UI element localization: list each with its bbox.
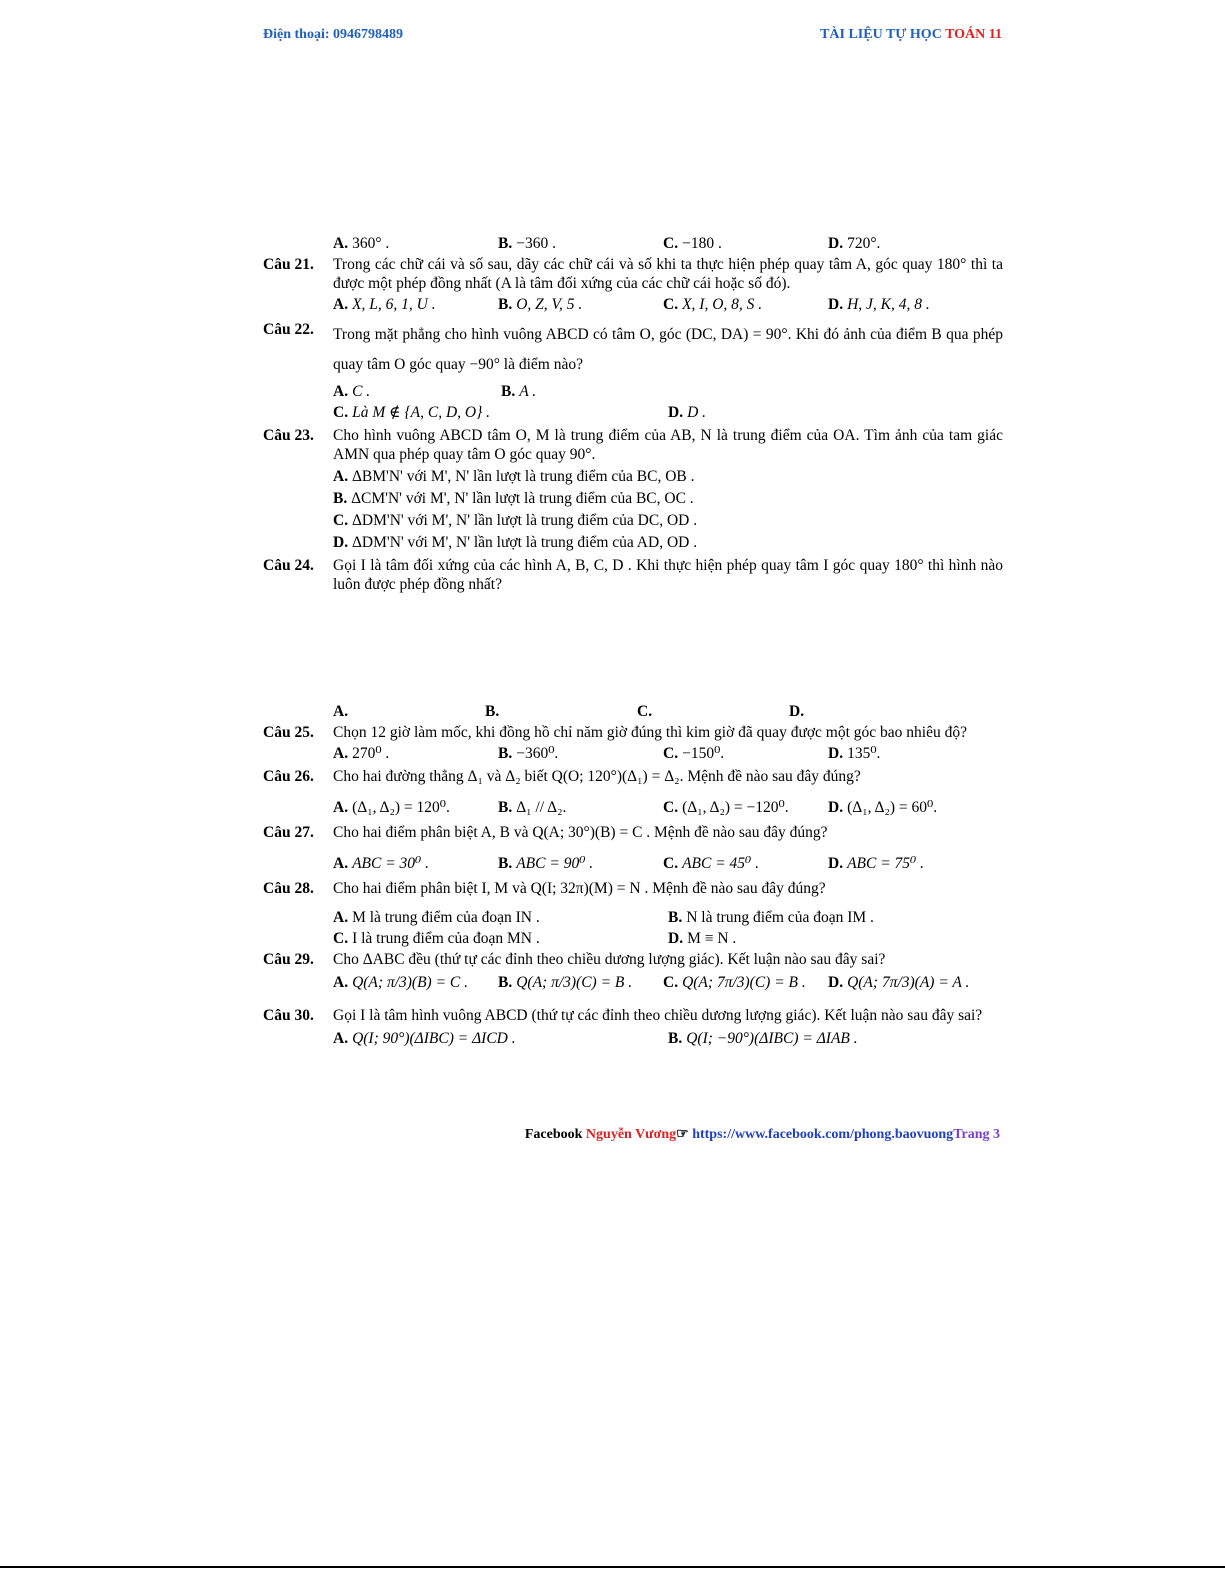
option-c: C. Là M ∉ {A, C, D, O} .: [333, 404, 491, 421]
footer-page-number: Trang 3: [953, 1127, 1000, 1142]
option-b: B. −360 .: [498, 235, 556, 252]
q29-options: [263, 973, 1003, 992]
option-a: A. C .: [333, 383, 371, 400]
question-28: Câu 28. Cho hai điểm phân biệt I, M và Q(I; 32π)(M) = N . Mệnh đề nào sau đây đúng?: [263, 880, 826, 897]
option-d: D. M ≡ N .: [668, 930, 737, 947]
option-b: B. A .: [501, 383, 537, 400]
option-b: B. Δ₁ // Δ₂.: [498, 799, 567, 816]
header-title-highlight: TOÁN 11: [945, 27, 1002, 42]
question-23: Câu 23. Cho hình vuông ABCD tâm O, M là trung điểm của AB, N là trung điểm của OA. Tìm ảnh của tam giác AMN qua phép quay tâm O góc quay 90°.: [263, 427, 1003, 463]
question-29: Câu 29. Cho ΔABC đều (thứ tự các đỉnh theo chiều dương lượng giác). Kết luận nào sau đây sai?: [263, 951, 886, 968]
option-b: B. Q(A; π/3)(C) = B .: [498, 974, 633, 991]
q20-options: [263, 234, 1003, 253]
option-d: D. 720°.: [828, 235, 881, 252]
option-d: D.: [789, 703, 805, 720]
option-a: A. Q(A; π/3)(B) = C .: [333, 974, 469, 991]
option-a: A. (Δ₁, Δ₂) = 120⁰.: [333, 799, 450, 816]
option-a: A. X, L, 6, 1, U .: [333, 296, 436, 313]
header-title: [820, 27, 1002, 43]
footer-author-name: Nguyễn Vương: [585, 1127, 677, 1142]
q28-options-row2: [263, 929, 1003, 948]
option-d: D. (Δ₁, Δ₂) = 60⁰.: [828, 799, 938, 816]
option-a: A. 360° .: [333, 235, 390, 252]
question-25: Câu 25. Chọn 12 giờ làm mốc, khi đồng hồ chỉ năm giờ đúng thì kim giờ đã quay được một góc bao nhiêu độ?: [263, 724, 967, 741]
q22-options-row2: [263, 403, 1003, 422]
question-30: Câu 30. Gọi I là tâm hình vuông ABCD (thứ tự các đỉnh theo chiều dương lượng giác). Kết luận nào sau đây sai?: [263, 1007, 983, 1024]
question-24: Câu 24. Gọi I là tâm đối xứng của các hình A, B, C, D . Khi thực hiện phép quay tâm I góc quay 180° thì hình nào luôn được phép đồng nhất?: [263, 557, 1003, 593]
q30-options: [263, 1029, 1003, 1048]
q24-options: [263, 702, 1003, 721]
q25-options: [263, 744, 1003, 763]
q26-options: [263, 798, 1003, 817]
option-b: B. Q(I; −90°)(ΔIBC) = ΔIAB .: [668, 1030, 858, 1047]
bottom-divider: [0, 1566, 1225, 1568]
q23-option-d: D. ΔDM'N' với M', N' lần lượt là trung điểm của AD, OD .: [333, 534, 698, 551]
option-a: A. ABC = 30⁰ .: [333, 855, 430, 872]
q23-option-a: A. ΔBM'N' với M', N' lần lượt là trung điểm của BC, OB .: [333, 468, 695, 485]
option-c: C. Q(A; 7π/3)(C) = B .: [663, 974, 806, 991]
question-list: [263, 232, 1003, 1050]
option-a: A. M là trung điểm của đoạn IN .: [333, 909, 540, 926]
page-footer: [0, 1126, 1000, 1143]
footer-facebook-label: Facebook: [524, 1127, 586, 1142]
header-title-prefix: TÀI LIỆU TỰ HỌC: [820, 27, 946, 42]
option-d: D. ABC = 75⁰ .: [828, 855, 925, 872]
option-c: C.: [637, 703, 653, 720]
question-27: Câu 27. Cho hai điểm phân biệt A, B và Q(A; 30°)(B) = C . Mệnh đề nào sau đây đúng?: [263, 824, 828, 841]
q22-options-row1: [263, 382, 1003, 401]
q21-options: [263, 295, 1003, 314]
option-c: C. −180 .: [663, 235, 722, 252]
option-b: B. ABC = 90⁰ .: [498, 855, 594, 872]
question-21: Câu 21. Trong các chữ cái và số sau, dãy các chữ cái và số khi ta thực hiện phép quay tâm A, góc quay 180° thì ta được một phép đồng nhất (A là tâm đối xứng của các chữ cái hoặc số đó).: [263, 256, 1003, 292]
q23-option-c: C. ΔDM'N' với M', N' lần lượt là trung điểm của DC, OD .: [333, 512, 698, 529]
option-c: C. −150⁰.: [663, 745, 725, 762]
option-c: C. X, I, O, 8, S .: [663, 296, 763, 313]
q23-option-b: B. ΔCM'N' với M', N' lần lượt là trung điểm của BC, OC .: [333, 490, 694, 507]
option-d: D. Q(A; 7π/3)(A) = A .: [828, 974, 970, 991]
q27-options: [263, 854, 1003, 873]
question-22: Câu 22. Trong mặt phẳng cho hình vuông ABCD có tâm O, góc (DC, DA) = 90°. Khi đó ảnh của điểm B qua phép quay tâm O góc quay −90° là điểm nào?: [263, 321, 1003, 373]
header-phone: Điện thoại: 0946798489: [263, 27, 403, 42]
option-b: B. O, Z, V, 5 .: [498, 296, 583, 313]
pointing-hand-icon: ☞: [676, 1127, 693, 1142]
option-a: A. 270⁰ .: [333, 745, 390, 762]
option-b: B. N là trung điểm của đoạn IM .: [668, 909, 874, 926]
option-c: C. ABC = 45⁰ .: [663, 855, 760, 872]
option-d: D. H, J, K, 4, 8 .: [828, 296, 930, 313]
option-d: D. 135⁰.: [828, 745, 881, 762]
option-a: A.: [333, 703, 349, 720]
footer-facebook-link[interactable]: https://www.facebook.com/phong.baovuong: [692, 1127, 954, 1142]
option-c: C. (Δ₁, Δ₂) = −120⁰.: [663, 799, 789, 816]
option-b: B.: [485, 703, 500, 720]
option-c: C. I là trung điểm của đoạn MN .: [333, 930, 540, 947]
option-d: D. D .: [668, 404, 707, 421]
option-b: B. −360⁰.: [498, 745, 559, 762]
option-a: A. Q(I; 90°)(ΔIBC) = ΔICD .: [333, 1030, 516, 1047]
question-26: Câu 26. Cho hai đường thẳng Δ₁ và Δ₂ biết Q(O; 120°)(Δ₁) = Δ₂. Mệnh đề nào sau đây đúng?: [263, 768, 861, 785]
q28-options-row1: [263, 908, 1003, 927]
